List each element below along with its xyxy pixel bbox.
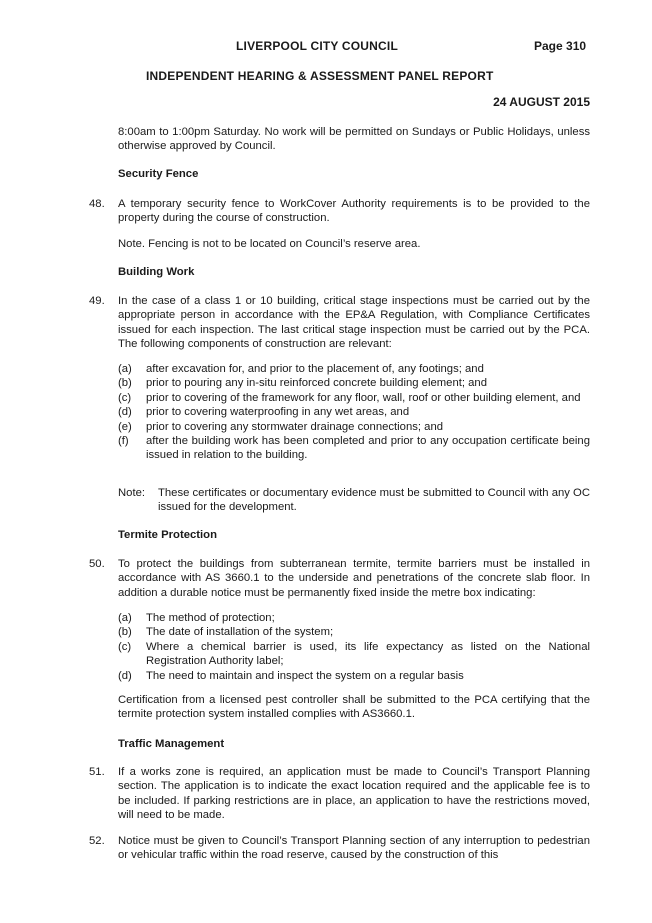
condition-number: 52. bbox=[89, 835, 105, 847]
list-item: (a) The method of protection; bbox=[118, 612, 275, 624]
condition-51-text: If a works zone is required, an application must be made to Council’s Transport Planning section. The application is to indicate the exact location required and the applicable fee is to be included. If parking restrictions are in place, an application to have the restrictions moved, will need to be made. bbox=[118, 766, 590, 822]
list-item: (f) after the building work has been completed and prior to any occupation certificate being issued in relation to the building. bbox=[118, 435, 590, 462]
note-text: These certificates or documentary evidence must be submitted to Council with any OC issued for the development. bbox=[158, 487, 590, 514]
termite-certification: Certification from a licensed pest controller shall be submitted to the PCA certifying that the termite protection system installed complies with AS3660.1. bbox=[118, 694, 590, 721]
condition-48-text: A temporary security fence to WorkCover Authority requirements is to be provided to the property during the course of construction. bbox=[118, 198, 590, 225]
note-label: Note: bbox=[118, 487, 146, 499]
list-item: (c) Where a chemical barrier is used, its life expectancy as listed on the National Registration Authority label; bbox=[118, 640, 590, 668]
heading-building-work: Building Work bbox=[118, 266, 195, 278]
intro-paragraph: 8:00am to 1:00pm Saturday. No work will be permitted on Sundays or Public Holidays, unless otherwise approved by Council. bbox=[118, 126, 590, 153]
condition-number: 51. bbox=[89, 766, 105, 778]
heading-traffic-management: Traffic Management bbox=[118, 738, 225, 750]
condition-49-text: In the case of a class 1 or 10 building, critical stage inspections must be carried out by the appropriate person in accordance with the EP&A Regulation, with Compliance Certificates issued for each inspection. The last critical stage inspection must be carried out by the PCA. The following components of construction are relevant: bbox=[118, 295, 590, 351]
termite-notice-list bbox=[118, 611, 590, 683]
list-item: (b) prior to pouring any in-situ reinforced concrete building element; and bbox=[118, 377, 487, 390]
condition-number: 50. bbox=[89, 558, 105, 570]
list-item: (a) after excavation for, and prior to the placement of, any footings; and bbox=[118, 363, 484, 375]
security-note: Note. Fencing is not to be located on Council’s reserve area. bbox=[118, 238, 421, 250]
list-item: (b) The date of installation of the system; bbox=[118, 626, 334, 639]
header-council-name: LIVERPOOL CITY COUNCIL bbox=[236, 39, 398, 53]
header-date: 24 AUGUST 2015 bbox=[493, 95, 590, 109]
heading-termite-protection: Termite Protection bbox=[118, 529, 217, 541]
heading-security-fence: Security Fence bbox=[118, 168, 199, 180]
condition-number: 48. bbox=[89, 198, 105, 210]
building-note bbox=[118, 486, 590, 515]
list-item: (d) The need to maintain and inspect the system on a regular basis bbox=[118, 669, 464, 682]
condition-50-text: To protect the buildings from subterranean termite, termite barriers must be installed in accordance with AS 3660.1 to the underside and penetrations of the concrete slab floor. In addition a durable notice must be permanently fixed inside the metre box indicating: bbox=[118, 558, 590, 599]
list-item: (e) prior to covering any stormwater drainage connections; and bbox=[118, 420, 444, 433]
condition-number: 49. bbox=[89, 295, 105, 307]
condition-52-text: Notice must be given to Council’s Transport Planning section of any interruption to pedestrian or vehicular traffic within the road reserve, caused by the construction of this bbox=[118, 835, 590, 862]
list-item: (d) prior to covering waterproofing in any wet areas, and bbox=[118, 406, 410, 419]
header-report-title: INDEPENDENT HEARING & ASSESSMENT PANEL REPORT bbox=[146, 69, 494, 83]
header-page-number: Page 310 bbox=[534, 39, 587, 53]
building-inspection-list bbox=[118, 362, 590, 463]
list-item: (c) prior to covering of the framework for any floor, wall, roof or other building element, and bbox=[118, 391, 581, 404]
